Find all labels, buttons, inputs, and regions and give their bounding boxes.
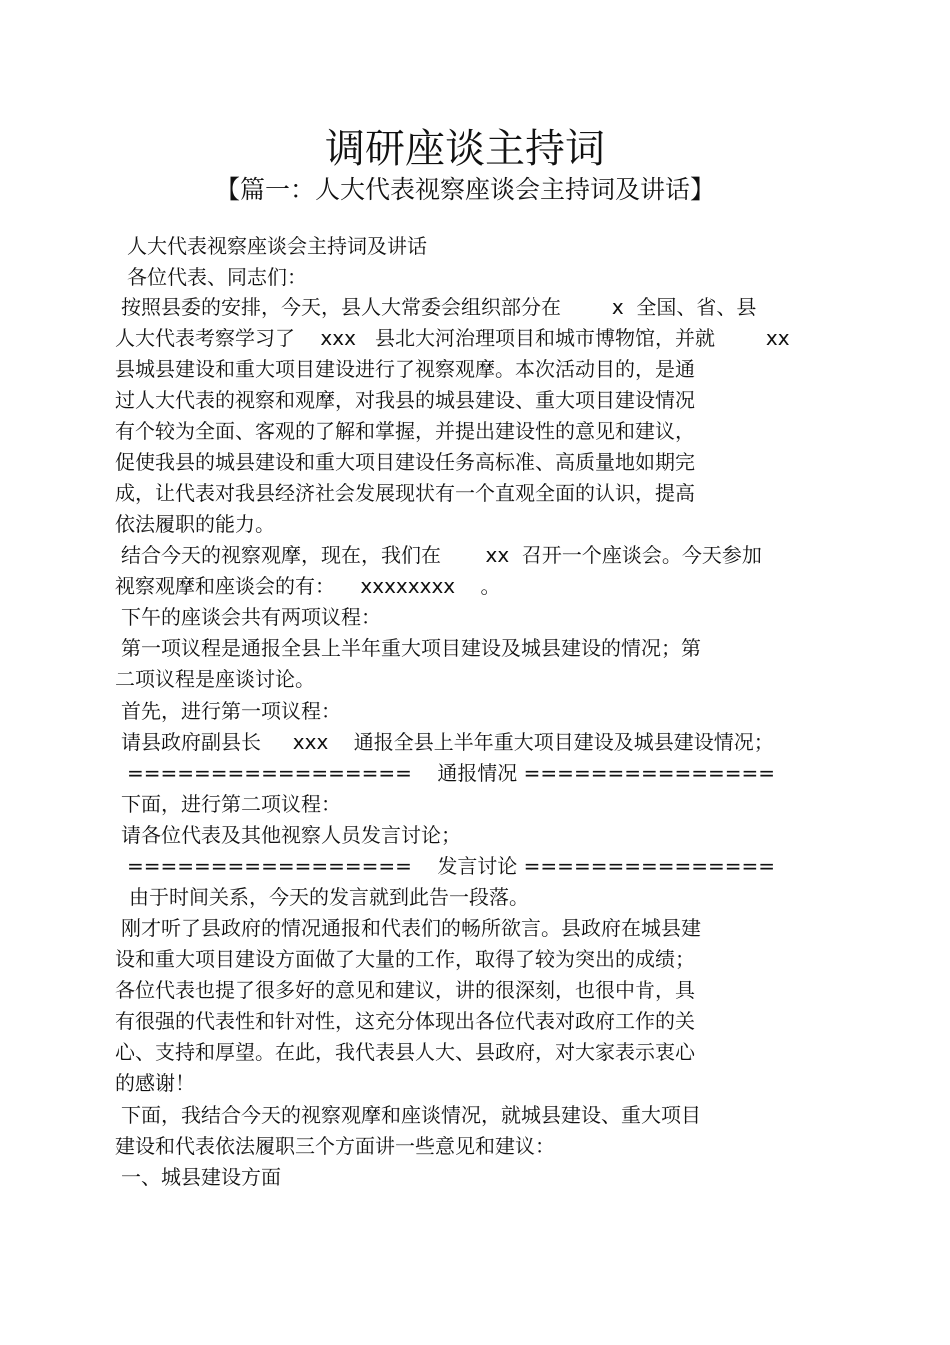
text-line: 有很强的代表性和针对性，这充分体现出各位代表对政府工作的关 [115,1009,695,1033]
text-line: 设和重大项目建设方面做了大量的工作，取得了较为突出的成绩； [115,947,695,971]
text-line: 下午的座谈会共有两项议程： [121,605,381,629]
text-line: 首先，进行第一项议程： [121,699,341,723]
text-line: 下面，我结合今天的视察观摩和座谈情况，就城县建设、重大项目 [121,1103,701,1127]
text-line: 的感谢！ [115,1071,195,1095]
text-line: 过人大代表的视察和观摩，对我县的城县建设、重大项目建设情况 [115,388,695,412]
document-title: 调研座谈主持词 [325,126,605,172]
text-line: 县城县建设和重大项目建设进行了视察观摩。本次活动目的，是通 [115,357,695,381]
text-line: 视察观摩和座谈会的有： xxxxxxxx 。 [115,574,501,598]
text-line: 请县政府副县长 xxx 通报全县上半年重大项目建设及城县建设情况； [121,730,774,754]
text-line: 各位代表、同志们： [127,265,307,289]
text-line: 心、支持和厚望。在此，我代表县人大、县政府，对大家表示衷心 [115,1040,695,1064]
text-line: 二项议程是座谈讨论。 [115,667,315,691]
text-line: 有个较为全面、客观的了解和掌握，并提出建设性的意见和建议， [115,419,695,443]
divider-line: ================= 发言讨论 =============== [127,854,776,878]
text-line: 依法履职的能力。 [115,512,275,536]
text-line: 结合今天的视察观摩，现在，我们在 xx 召开一个座谈会。今天参加 [121,543,762,567]
text-line: 请各位代表及其他视察人员发言讨论； [121,823,461,847]
text-line: 促使我县的城县建设和重大项目建设任务高标准、高质量地如期完 [115,450,695,474]
text-line: 建设和代表依法履职三个方面讲一些意见和建议： [115,1134,555,1158]
document-subtitle: 【篇一：人大代表视察座谈会主持词及讲话】 [214,175,715,204]
text-line: 人大代表考察学习了 xxx 县北大河治理项目和城市博物馆，并就 xx [115,326,790,350]
section-heading: 一、城县建设方面 [121,1165,281,1189]
text-line: 人大代表视察座谈会主持词及讲话 [127,234,427,258]
text-line: 由于时间关系，今天的发言就到此告一段落。 [129,885,529,909]
text-line: 按照县委的安排，今天，县人大常委会组织部分在 x 全国、省、县 [121,295,757,319]
text-line: 第一项议程是通报全县上半年重大项目建设及城县建设的情况；第 [121,636,701,660]
text-line: 各位代表也提了很多好的意见和建议，讲的很深刻，也很中肯，具 [115,978,695,1002]
text-line: 下面，进行第二项议程： [121,792,341,816]
text-line: 成，让代表对我县经济社会发展现状有一个直观全面的认识，提高 [115,481,695,505]
text-line: 刚才听了县政府的情况通报和代表们的畅所欲言。县政府在城县建 [121,916,701,940]
divider-line: ================= 通报情况 =============== [127,761,776,785]
